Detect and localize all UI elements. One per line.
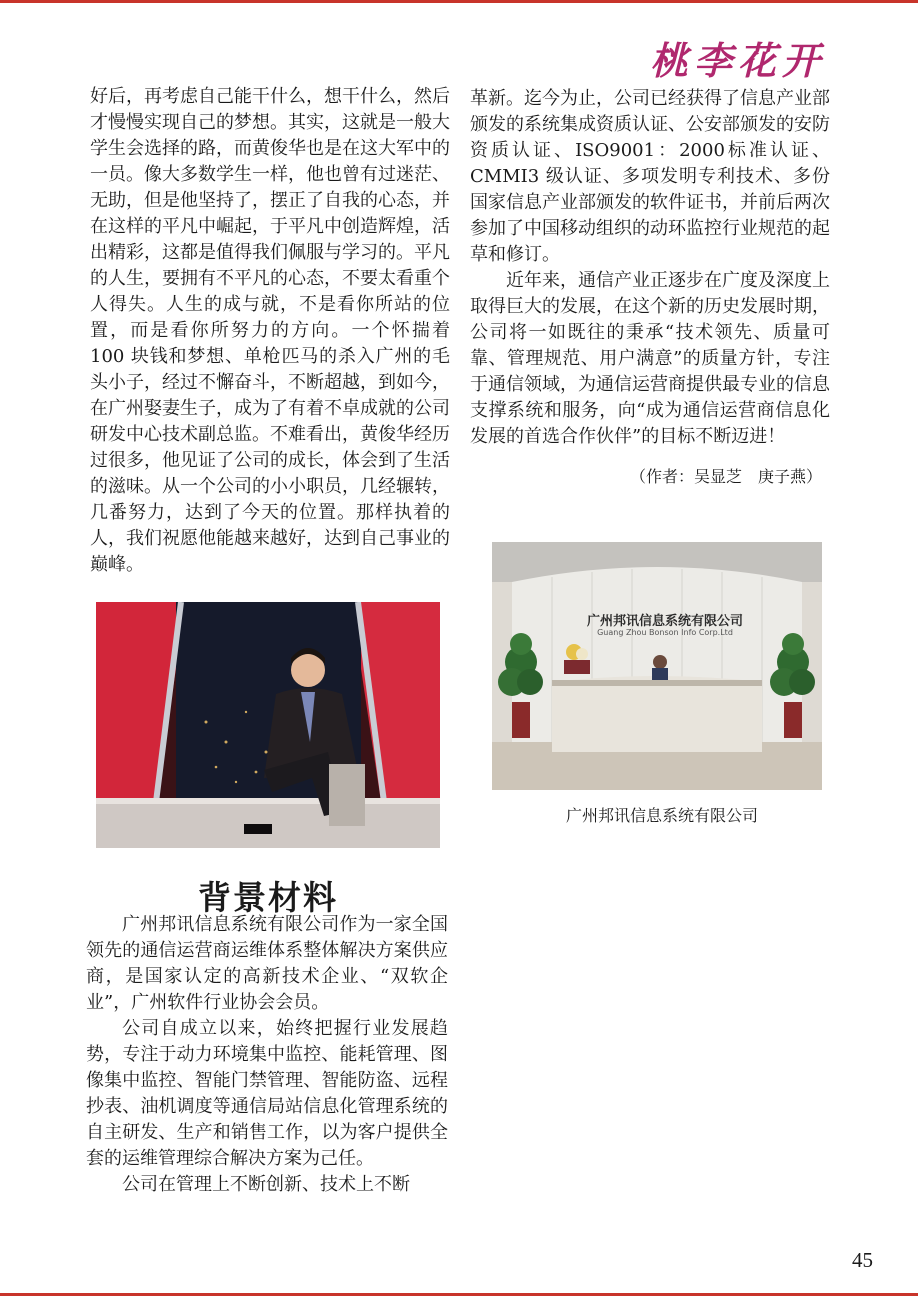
portrait-illustration <box>96 602 440 848</box>
background-paragraph: 公司在管理上不断创新、技术上不断 <box>122 1174 410 1195</box>
office-reception-photo <box>492 542 822 790</box>
article-left-column <box>90 84 450 578</box>
portrait-photo <box>96 602 440 848</box>
office-sign-cn: 广州邦讯信息系统有限公司 <box>586 614 743 629</box>
author-byline: （作者：吴显芝 庚子燕） <box>629 467 822 486</box>
background-column <box>86 912 448 1198</box>
bottom-rule <box>0 1293 918 1296</box>
top-rule <box>0 0 918 3</box>
background-paragraph: 公司自成立以来，始终把握行业发展趋势，专注于动力环境集中监控、能耗管理、图像集中监控、智能门禁管理、智能防盗、远程抄表、油机调度等通信局站信息化管理系统的自主研发、生产和销售工作，以为客户提供全套的运维管理综合解决方案为己任。 <box>86 1018 448 1169</box>
office-sign-en: Guang Zhou Bonson Info Corp.Ltd <box>597 628 733 637</box>
section-title: 桃李花开 <box>649 38 826 83</box>
page-number: 45 <box>852 1248 873 1272</box>
office-illustration <box>492 542 822 790</box>
office-photo-caption: 广州邦讯信息系统有限公司 <box>565 806 758 825</box>
article-paragraph: 近年来，通信产业正逐步在广度及深度上取得巨大的发展，在这个新的历史发展时期，公司将一如既往的秉承“技术领先、质量可靠、管理规范、用户满意”的质量方针，专注于通信领域，为通信运营商提供最专业的信息支撑系统和服务，向“成为通信运营商信息化发展的首选合作伙伴”的目标不断迈进！ <box>470 270 830 447</box>
article-paragraph: 好后，再考虑自己能干什么，想干什么，然后才慢慢实现自己的梦想。其实，这就是一般大学生会选择的路，而黄俊华也是在这大军中的一员。像大多数学生一样，他也曾有过迷茫、无助，但是他坚持了，摆正了自我的心态，并在这样的平凡中崛起，于平凡中创造辉煌，活出精彩，这都是值得我们佩服与学习的。平凡的人生，要拥有不平凡的心态，不要太看重个人得失。人生的成与就，不是看你所站的位置，而是看你所努力的方向。一个怀揣着 100 块钱和梦想、单枪匹马的杀入广州的毛头小子，经过不懈奋斗，不断超越，到如今，在广州娶妻生子，成为了有着不卓成就的公司研发中心技术副总监。不难看出，黄俊华经历过很多，他见证了公司的成长，体会到了生活的滋味。从一个公司的小小职员，几经辗转，几番努力，达到了今天的位置。那样执着的人，我们祝愿他能越来越好，达到自己事业的巅峰。 <box>90 86 450 575</box>
article-right-column <box>470 86 830 450</box>
article-paragraph: 革新。迄今为止，公司已经获得了信息产业部颁发的系统集成资质认证、公安部颁发的安防资质认证、ISO9001：2000标准认证、CMMI3 级认证、多项发明专利技术、多份国家信息产业部颁发的软件证书，并前后两次参加了中国移动组织的动环监控行业规范的起草和修订。 <box>470 88 830 265</box>
background-paragraph: 广州邦讯信息系统有限公司作为一家全国领先的通信运营商运维体系整体解决方案供应商，是国家认定的高新技术企业、“双软企业”，广州软件行业协会会员。 <box>86 914 448 1013</box>
background-heading: 背景材料 <box>198 878 338 917</box>
